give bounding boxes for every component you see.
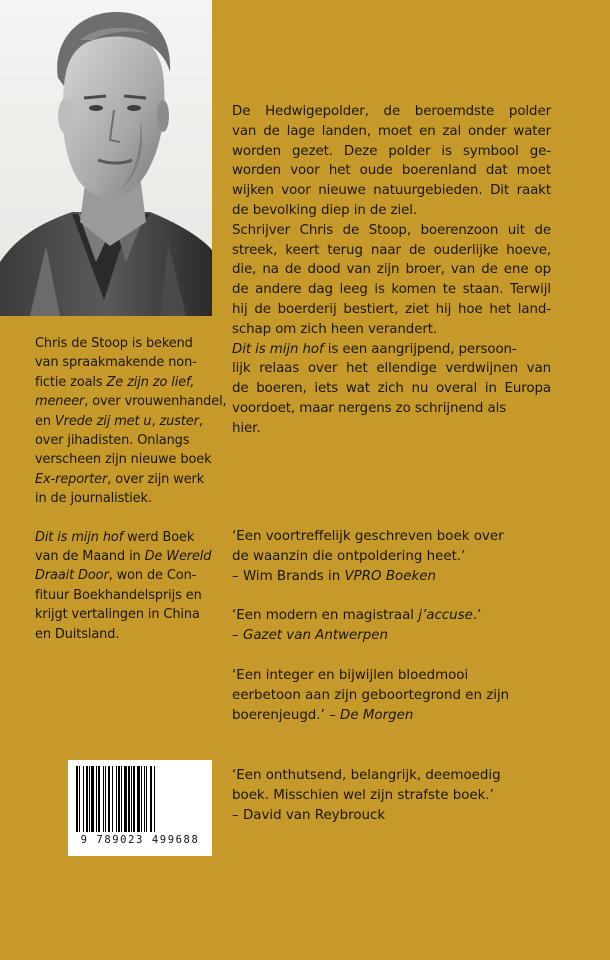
barcode-bar — [79, 766, 80, 832]
blurb-line: hier. — [232, 420, 261, 436]
author-bio — [35, 334, 227, 644]
book-title-italic: Ze zijn zo lief, — [106, 374, 195, 390]
attribution-text: – Wim Brands in — [232, 568, 345, 584]
quote-attribution — [232, 567, 562, 587]
blurb-line: streek, keert terug naar de ouderlijke hoeve, — [232, 242, 551, 258]
bio-line: fituur Boekhandelsprijs en — [35, 587, 202, 603]
quote-line: ‘Een voortreffelijk geschreven boek over — [232, 529, 504, 544]
attribution-text: boerenjeugd.’ – — [232, 707, 341, 723]
tv-show-italic: De Wereld — [144, 549, 212, 565]
quote-line: boek. Misschien wel zijn strafste boek.’ — [232, 787, 494, 803]
blurb-line: schap om zich heen verandert. — [232, 321, 438, 337]
isbn-digits: 9 789023 499688 — [80, 834, 200, 846]
barcode-bar — [108, 766, 110, 832]
bio-line: Chris de Stoop is bekend — [35, 336, 193, 351]
barcode-bar — [86, 766, 88, 832]
barcode-bar — [124, 766, 127, 832]
barcode-bar — [131, 766, 132, 832]
bio-line — [35, 566, 211, 585]
quote-line — [232, 606, 562, 626]
bio-line: verscheen zijn nieuwe boek — [35, 452, 212, 468]
book-title-italic: Dit is mijn hof — [232, 341, 324, 357]
blurb-line — [232, 340, 551, 360]
bio-text: fictie zoals — [35, 374, 107, 390]
barcode-bar — [96, 766, 97, 832]
source-italic: De Morgen — [340, 707, 414, 723]
bio-line — [35, 412, 211, 431]
barcode-bars — [74, 766, 206, 832]
barcode-bar — [112, 766, 113, 832]
barcode-bar — [83, 766, 84, 832]
bio-line — [35, 547, 211, 566]
bio-text: , — [151, 413, 160, 429]
book-title-italic: zuster — [159, 413, 199, 429]
barcode-bar — [141, 766, 142, 832]
bio-line — [35, 373, 211, 392]
review-quote — [232, 666, 562, 725]
blurb-line: voordoet, maar nergens zo schrijnend als — [232, 400, 507, 416]
bio-line: over jihadisten. Onlangs — [35, 433, 190, 449]
blurb-text: is een aangrijpend, persoon- — [323, 341, 517, 357]
barcode-bar — [98, 766, 100, 832]
bio-line: krijgt vertalingen in China — [35, 607, 200, 623]
quote-text: ‘Een modern en magistraal — [232, 608, 419, 623]
bio-line: en Duitsland. — [35, 626, 120, 642]
barcode-bar — [144, 766, 145, 832]
bio-text: en — [35, 413, 55, 429]
barcode-bar — [116, 766, 117, 832]
book-title-italic: Dit is mijn hof — [35, 529, 124, 545]
bio-text: van de Maand in — [35, 549, 145, 565]
barcode-bar — [137, 766, 140, 832]
bio-text: , over vrouwenhandel, — [84, 394, 227, 410]
barcode-bar — [103, 766, 104, 832]
author-portrait-image — [0, 0, 212, 316]
barcode-bar — [118, 766, 120, 832]
tv-show-italic: Draait Door — [35, 568, 109, 584]
barcode-bar — [150, 766, 152, 832]
barcode-bar — [128, 766, 130, 832]
barcode-bar — [105, 766, 106, 832]
bio-text: , — [198, 413, 203, 429]
blurb-line: Schrijver Chris de Stoop, boerenzoon uit de — [232, 222, 551, 238]
barcode-bar — [91, 766, 94, 832]
bio-line: in de journalistiek. — [35, 491, 152, 507]
blurb-line: de bevolking diep in de ziel. — [232, 202, 418, 218]
isbn-barcode — [68, 760, 212, 856]
review-quote — [232, 527, 562, 586]
barcode-bar — [89, 766, 90, 832]
bio-line: van spraakmakende non- — [35, 355, 197, 371]
blurb-line: de boeren, iets wat zich nu overal in Europa — [232, 381, 551, 397]
barcode-bar — [146, 766, 147, 832]
bio-text: , over zijn werk — [107, 471, 205, 487]
quote-line: de waanzin die ontpoldering heet.’ — [232, 548, 466, 564]
book-title-italic: Ex-reporter — [35, 471, 108, 487]
bio-line — [35, 470, 211, 489]
quote-text: .’ — [472, 608, 482, 623]
author-photo — [0, 0, 212, 316]
bio-line — [35, 528, 211, 547]
bio-text: , won de Con- — [108, 568, 197, 584]
source-italic: VPRO Boeken — [344, 568, 436, 584]
bio-line — [35, 392, 227, 411]
attribution-text: – — [232, 627, 243, 643]
blurb-line: wijken voor nieuwe natuurgebieden. Dit raakt — [232, 183, 551, 199]
blurb-line: De Hedwigepolder, de beroemdste polder — [232, 104, 551, 119]
paragraph-gap — [35, 509, 211, 528]
bio-text: werd Boek — [123, 529, 195, 545]
blurb-line: die, na de dood van zijn broer, van de ene op — [232, 262, 551, 278]
barcode-bar — [154, 766, 155, 832]
review-quote — [232, 766, 562, 825]
quote-line: ‘Een onthutsend, belangrijk, deemoedig — [232, 768, 501, 783]
barcode-bar — [76, 766, 78, 832]
blurb-line: de andere dag leeg is komen te staan. Terwijl — [232, 282, 551, 298]
quote-attribution — [232, 626, 562, 646]
quote-line: eerbetoon aan zijn geboortegrond en zijn — [232, 687, 510, 703]
blurb-line: hij de boerderij bestiert, ziet hij hoe het land- — [232, 301, 551, 317]
blurb-line: worden voor het oude boerenland dat moet — [232, 163, 551, 179]
quote-italic: j’accuse — [418, 608, 473, 623]
blurb-line: lijk relaas over het ellendige verdwijnen van — [232, 361, 551, 377]
source-italic: Gazet van Antwerpen — [242, 627, 389, 643]
quote-attribution: – David van Reybrouck — [232, 807, 386, 823]
quote-line: ‘Een integer en bijwijlen bloedmooi — [232, 668, 469, 683]
book-title-italic: meneer — [35, 394, 85, 410]
review-quote — [232, 606, 562, 646]
quote-attribution — [232, 706, 562, 726]
blurb-line: van de lage landen, moet en zal onder water — [232, 123, 551, 139]
barcode-bar — [121, 766, 122, 832]
book-blurb — [232, 102, 551, 439]
book-title-italic: Vrede zij met u — [54, 413, 152, 429]
blurb-line: worden gezet. Deze polder is symbool ge- — [232, 143, 551, 159]
barcode-bar — [133, 766, 135, 832]
